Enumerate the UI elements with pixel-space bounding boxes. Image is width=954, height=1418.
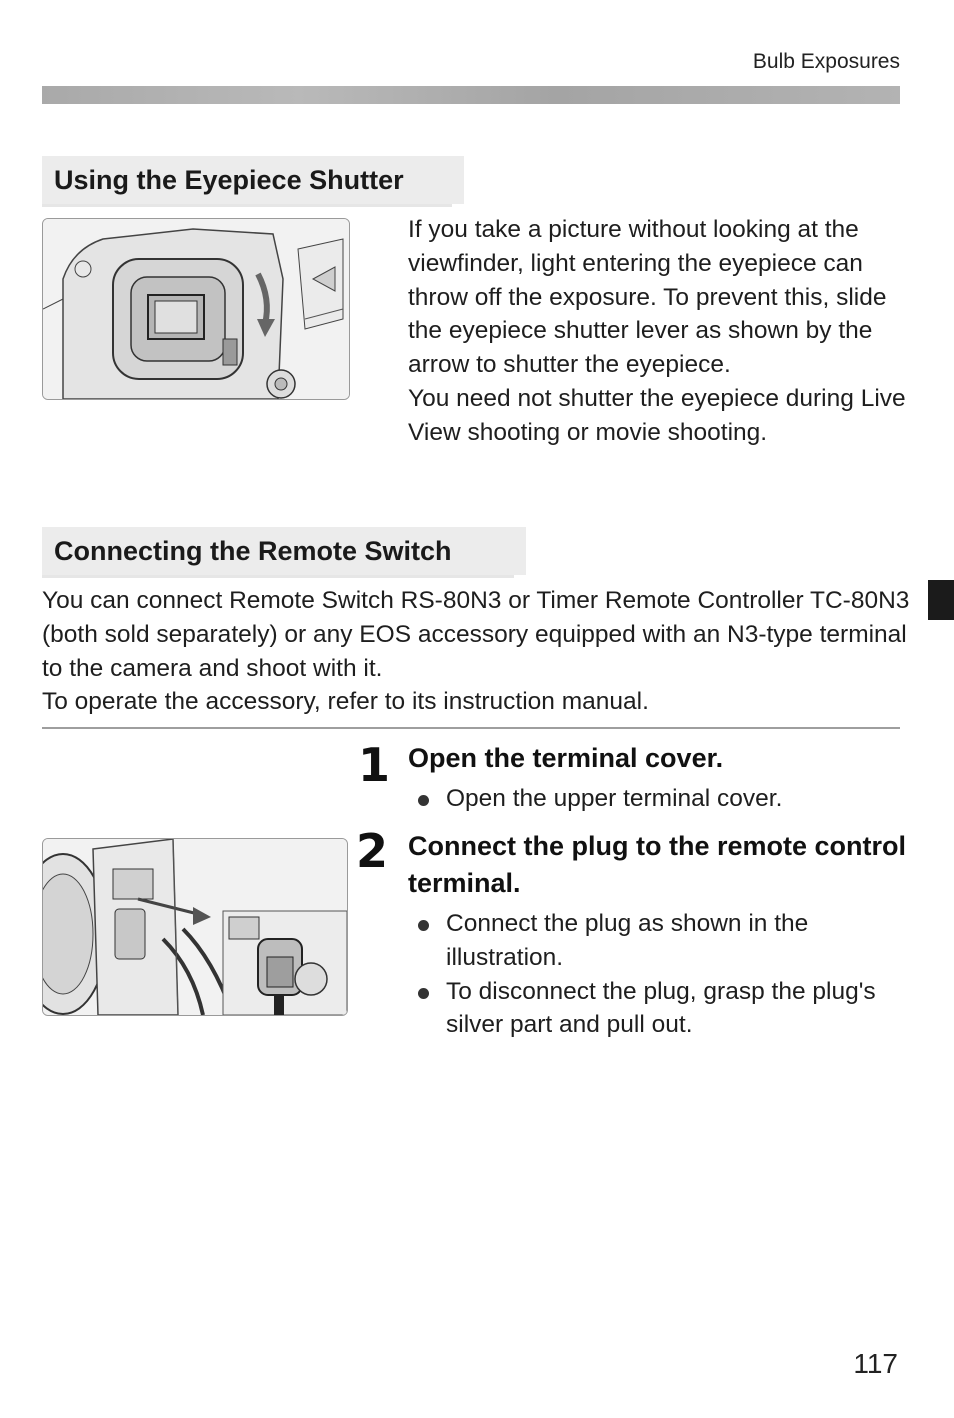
page-number: 117: [853, 1348, 898, 1379]
step-1-bullets: [410, 782, 890, 816]
remote-switch-text: [42, 584, 912, 719]
step-number: 2: [356, 824, 389, 878]
header-rule-bar: [42, 86, 900, 104]
eyepiece-shutter-text: [408, 213, 908, 450]
paragraph: You need not shutter the eyepiece during Live View shooting or movie shooting.: [408, 384, 906, 446]
list-item: [410, 782, 890, 816]
bullet-text: Open the upper terminal cover.: [446, 785, 783, 812]
step-2-bullets: [410, 907, 890, 1042]
bullet-icon: [418, 988, 429, 999]
bullet-icon: [418, 920, 429, 931]
section-divider: [42, 727, 900, 729]
bullet-icon: [418, 795, 429, 806]
bullet-text: Connect the plug as shown in the illustration.: [446, 910, 809, 971]
bullet-text: To disconnect the plug, grasp the plug's silver part and pull out.: [446, 977, 876, 1039]
paragraph: If you take a picture without looking at the viewfinder, light entering the eyepiece can throw off the exposure. To prevent this, slide the eyepiece shutter lever as shown by the arrow to shutter the eyepiece.: [408, 216, 887, 379]
paragraph: To operate the accessory, refer to its instruction manual.: [42, 688, 649, 716]
step-title: Connect the plug to the remote control terminal.: [408, 831, 906, 898]
chapter-thumb-tab: [928, 580, 954, 620]
eyepiece-shutter-illustration: [42, 218, 350, 400]
list-item: [410, 975, 890, 1043]
list-item: [410, 907, 890, 975]
remote-terminal-illustration: [42, 838, 348, 1016]
step-number: 1: [358, 738, 391, 792]
heading-underline: [42, 204, 452, 207]
paragraph: You can connect Remote Switch RS-80N3 or Timer Remote Controller TC-80N3 (both sold separately) or any EOS accessory equipped with an N3-type terminal to the camera and shoot with it.: [42, 587, 910, 682]
running-head: Bulb Exposures: [752, 50, 900, 73]
section-heading-eyepiece-shutter: Using the Eyepiece Shutter: [42, 156, 464, 204]
step-title: Open the terminal cover.: [408, 743, 724, 773]
heading-underline: [42, 575, 514, 578]
section-heading-remote-switch: Connecting the Remote Switch: [42, 527, 526, 575]
